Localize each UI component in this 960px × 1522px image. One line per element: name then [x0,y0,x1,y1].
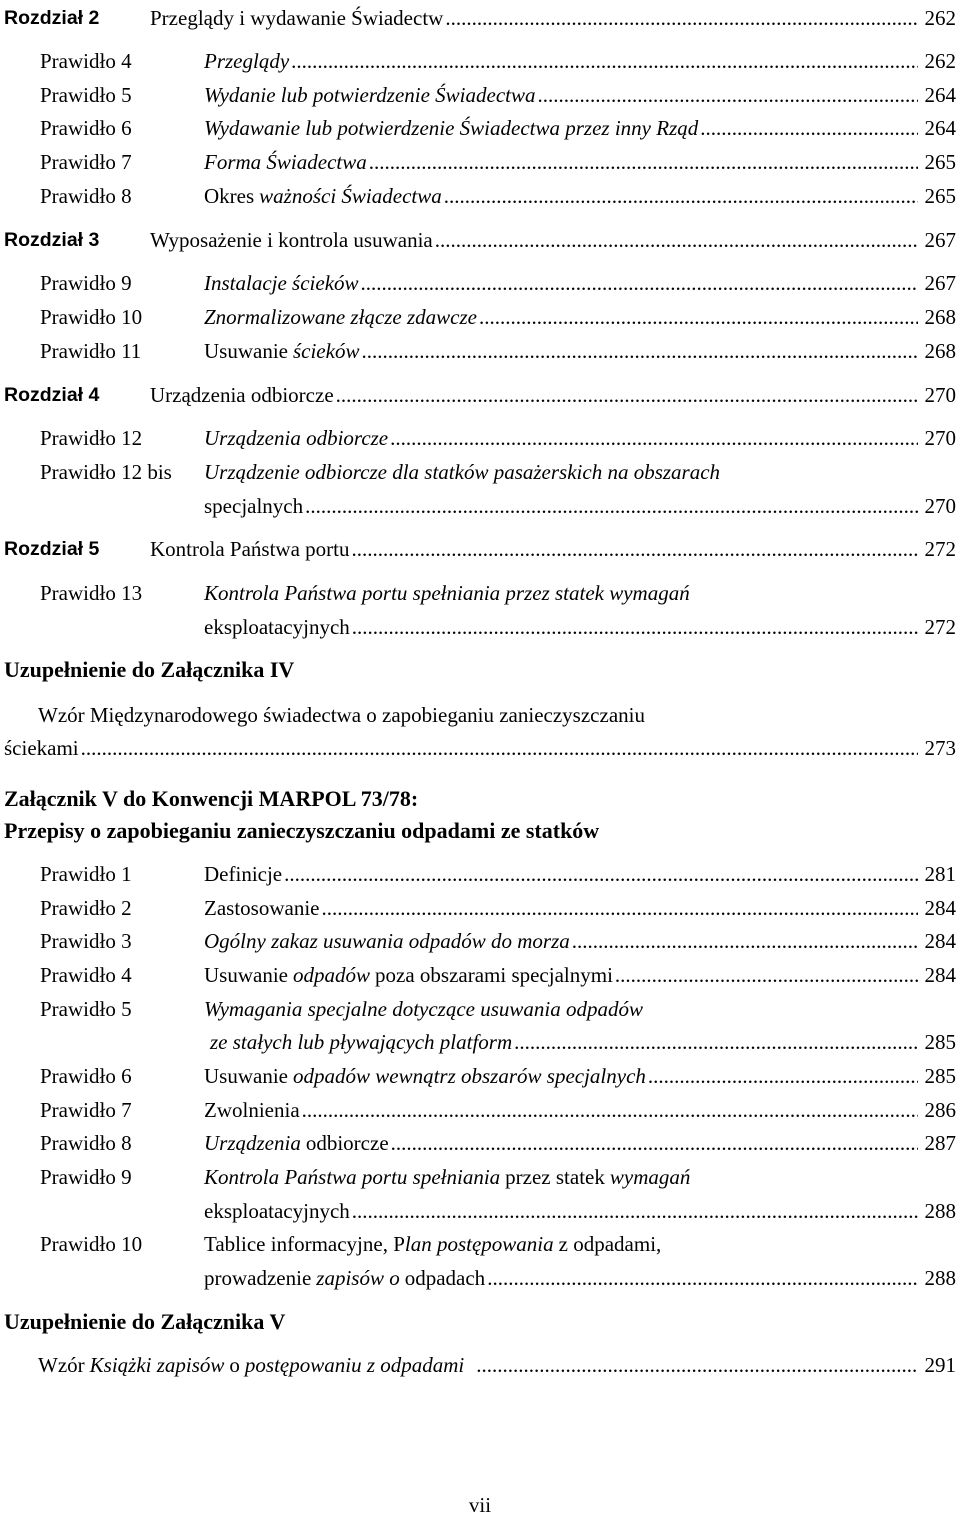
entry-title: Kontrola Państwa portu [150,537,350,561]
entry-title-part: z odpadami, [558,1232,662,1256]
toc-v-rule-10-line1 [0,1227,960,1261]
rule-label: Prawidło 5 [40,997,132,1021]
rule-label: Prawidło 11 [40,339,142,363]
rule-label: Prawidło 8 [40,184,132,208]
toc-v-rule-5-line2 [0,1025,960,1059]
page-number: 267 [924,271,956,295]
entry-title-part: Wzór [38,1353,85,1377]
page-number: 262 [924,6,956,30]
rule-label: Prawidło 4 [40,49,132,73]
entry-title: Wyposażenie i kontrola usuwania [150,228,433,252]
entry-title: Wydawanie lub potwierdzenie Świadectwa przez inny Rząd [204,116,699,140]
toc-rule-13-line1 [0,576,960,610]
toc-rule-9 [0,266,960,300]
entry-title-part: Książki zapisów [89,1353,225,1377]
page-footer-number: vii [468,1493,492,1517]
entry-title-part: Urządzenia [204,1131,301,1155]
toc-rule-13-line2 [0,610,960,644]
entry-title-part: odbiorcze [305,1131,389,1155]
page-number: 286 [924,1098,956,1122]
toc-rule-12bis-line2 [0,489,960,523]
page-number: 281 [924,862,956,886]
rule-label: Prawidło 8 [40,1131,132,1155]
chapter-label: Rozdział 4 [4,384,100,406]
page-number: 284 [924,929,956,953]
entry-title: Urządzenie odbiorcze dla statków pasażerskich na obszarach [204,460,721,484]
toc-rule-11 [0,334,960,368]
entry-title: Zwolnienia [204,1098,300,1122]
entry-title-part: postępowaniu z odpadami [244,1353,465,1377]
toc-rule-4 [0,44,960,78]
page-number: 268 [924,339,956,363]
rule-label: Prawidło 9 [40,271,132,295]
rule-label: Prawidło 2 [40,896,132,920]
entry-title: Urządzenia odbiorcze [204,426,389,450]
toc-chapter-4 [0,378,960,412]
entry-title-continued: specjalnych [204,494,304,518]
supplement-iv-heading: Uzupełnienie do Załącznika IV [4,657,295,682]
chapter-label: Rozdział 3 [4,229,100,251]
page-number: 285 [924,1030,956,1054]
page-number: 291 [924,1353,956,1377]
entry-title-part: zapisów o [316,1266,400,1290]
toc-v-rule-9-line2 [0,1194,960,1228]
rule-label: Prawidło 12 [40,426,143,450]
entry-title: Urządzenia odbiorcze [150,383,334,407]
entry-title: Zastosowanie [204,896,320,920]
toc-v-rule-4 [0,958,960,992]
entry-title-continued: eksploatacyjnych [204,615,350,639]
rule-label: Prawidło 10 [40,305,143,329]
rule-label: Prawidło 3 [40,929,132,953]
entry-title-part: przez statek [505,1165,605,1189]
entry-title-part: Usuwanie [204,963,288,987]
toc-v-rule-9-line1 [0,1160,960,1194]
entry-title: Forma Świadectwa [204,150,367,174]
supplement-v-heading: Uzupełnienie do Załącznika V [4,1309,286,1334]
rule-label: Prawidło 7 [40,1098,132,1122]
entry-title-part: odpadów [292,963,370,987]
annex-v-subheading: Przepisy o zapobieganiu zanieczyszczaniu odpadami ze statków [4,818,600,843]
entry-title-continued: ze stałych lub pływających platform [210,1030,513,1054]
entry-title: Wzór Międzynarodowego świadectwa o zapobieganiu zanieczyszczaniu [38,703,645,727]
toc-chapter-3 [0,223,960,257]
chapter-label: Rozdział 5 [4,538,100,560]
toc-v-rule-6 [0,1059,960,1093]
toc-rule-12 [0,421,960,455]
page-number: 270 [924,383,956,407]
rule-label: Prawidło 13 [40,581,143,605]
rule-label: Prawidło 4 [40,963,132,987]
entry-title: Przeglądy [204,49,290,73]
entry-title-part: ścieków [292,339,360,363]
supplement-iv-entry-line2 [0,731,960,765]
toc-v-rule-3 [0,924,960,958]
page-number: 272 [924,615,956,639]
entry-title: Instalacje ścieków [204,271,359,295]
toc-v-rule-8 [0,1126,960,1160]
toc-v-rule-1 [0,857,960,891]
page-number: 284 [924,963,956,987]
page-number: 265 [924,184,956,208]
rule-label: Prawidło 5 [40,83,132,107]
entry-title-part: prowadzenie [204,1266,312,1290]
rule-label: Prawidło 6 [40,1064,132,1088]
entry-title: Kontrola Państwa portu spełniania przez statek wymagań [204,581,690,605]
entry-title-part: Usuwanie [204,1064,288,1088]
entry-title-continued: eksploatacyjnych [204,1199,350,1223]
toc-chapter-2 [0,1,960,35]
rule-label: Prawidło 6 [40,116,132,140]
toc-rule-8 [0,179,960,213]
supplement-iv-entry-line1 [0,698,960,732]
page-number: 262 [924,49,956,73]
page-number: 270 [924,494,956,518]
entry-title-part: Usuwanie [204,339,288,363]
page-number: 264 [924,116,956,140]
entry-title-part: poza obszarami specjalnymi [375,963,613,987]
toc-rule-6 [0,111,960,145]
page-number: 272 [924,537,956,561]
page-number: 267 [924,228,956,252]
entry-title-part: odpadach [404,1266,486,1290]
rule-label: Prawidło 9 [40,1165,132,1189]
page-number: 265 [924,150,956,174]
toc-rule-12bis-line1 [0,455,960,489]
entry-title: Definicje [204,862,283,886]
entry-title-part: ważności Świadectwa [259,184,442,208]
rule-label: Prawidło 1 [40,862,132,886]
toc-v-rule-2 [0,891,960,925]
toc-rule-5 [0,78,960,112]
page-number: 285 [924,1064,956,1088]
page-number: 288 [924,1199,956,1223]
rule-label: Prawidło 12 bis [40,460,172,484]
entry-title: Ogólny zakaz usuwania odpadów do morza [204,929,570,953]
page-number: 287 [924,1131,956,1155]
toc-rule-10 [0,300,960,334]
toc-v-rule-7 [0,1093,960,1127]
entry-title-part: Okres [204,184,255,208]
entry-title: Znormalizowane złącze zdawcze [204,305,477,329]
entry-title-continued: ściekami [4,736,79,760]
rule-label: Prawidło 7 [40,150,132,174]
entry-title-part: Kontrola Państwa portu spełniania [204,1165,501,1189]
page-number: 264 [924,83,956,107]
entry-title-part: lan postępowania [404,1232,554,1256]
toc-v-rule-10-line2 [0,1261,960,1295]
entry-title-part: wymagań [609,1165,691,1189]
chapter-label: Rozdział 2 [4,7,100,29]
entry-title: Wymagania specjalne dotyczące usuwania odpadów [204,997,644,1021]
toc-chapter-5 [0,532,960,566]
toc-v-rule-5-line1 [0,992,960,1026]
page-number: 288 [924,1266,956,1290]
toc-rule-7 [0,145,960,179]
page-number: 268 [924,305,956,329]
entry-title-part: odpadów wewnątrz obszarów specjalnych [292,1064,646,1088]
entry-title-part: o [229,1353,240,1377]
annex-v-heading: Załącznik V do Konwencji MARPOL 73/78: [4,786,419,811]
page-number: 273 [924,736,956,760]
page-number: 284 [924,896,956,920]
entry-title: Wydanie lub potwierdzenie Świadectwa [204,83,536,107]
page-number: 270 [924,426,956,450]
supplement-v-entry [0,1348,960,1382]
entry-title-part: Tablice informacyjne, P [204,1232,405,1256]
entry-title: Przeglądy i wydawanie Świadectw [150,6,444,30]
rule-label: Prawidło 10 [40,1232,143,1256]
